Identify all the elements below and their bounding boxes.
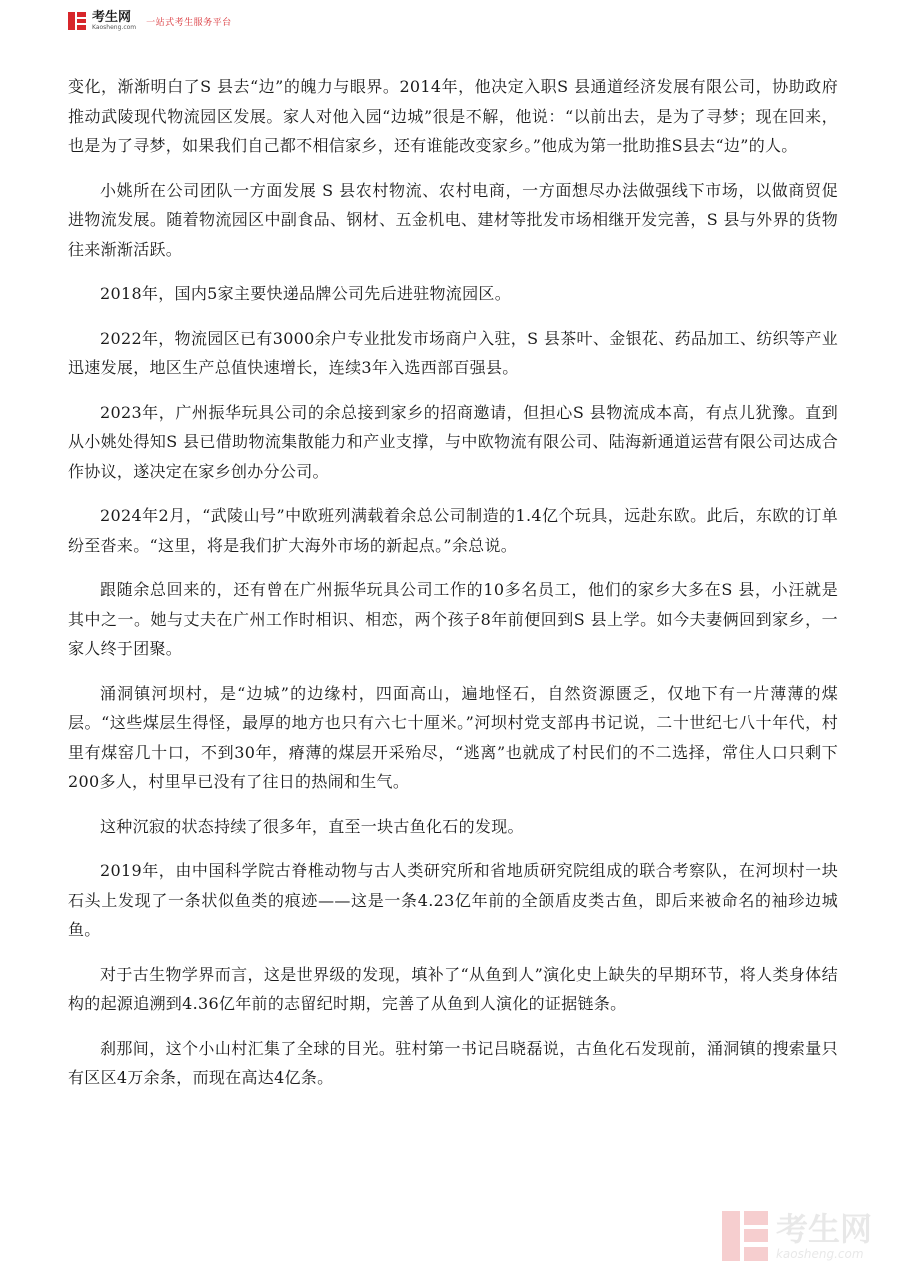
paragraph-9: 这种沉寂的状态持续了很多年，直至一块古鱼化石的发现。 <box>100 816 524 836</box>
paragraph-4: 2022年，物流园区已有3000余户专业批发市场商户入驻，S 县茶叶、金银花、药品加工、纺织等产业迅速发展，地区生产总值快速增长，连续3年入选西部百强县。 <box>68 328 838 377</box>
paragraph-6: 2024年2月，“武陵山号”中欧班列满载着余总公司制造的1.4亿个玩具，远赴东欧。此后，东欧的订单纷至沓来。“这里，将是我们扩大海外市场的新起点。”余总说。 <box>68 506 838 555</box>
watermark-logo-icon <box>722 1211 768 1261</box>
paragraph-10: 2019年，由中国科学院古脊椎动物与古人类研究所和省地质研究院组成的联合考察队，在河坝村一块石头上发现了一条状似鱼类的痕迹——这是一条4.23亿年前的全颌盾皮类古鱼，即后来被命名的袖珍边城鱼。 <box>68 861 838 939</box>
logo-domain: Kaosheng.com <box>92 24 137 31</box>
paragraph-3: 2018年，国内5家主要快递品牌公司先后进驻物流园区。 <box>100 284 511 303</box>
paragraph-8: 涌洞镇河坝村，是“边城”的边缘村，四面高山，遍地怪石，自然资源匮乏，仅地下有一片薄薄的煤层。“这些煤层生得怪，最厚的地方也只有六七十厘米。”河坝村党支部冉书记说，二十世纪七八十年代，村里有煤窑几十口，不到30年，瘠薄的煤层开采殆尽，“逃离”也就成了村民们的不二选择，常住人口只剩下200多人，村里早已没有了往日的热闹和生气。 <box>68 683 838 791</box>
logo-text <box>92 11 136 31</box>
logo-name: 考生网 <box>92 10 132 25</box>
header-slogan: 一站式考生服务平台 <box>146 17 232 28</box>
watermark-text <box>775 1209 872 1261</box>
paragraph-11: 对于古生物学界而言，这是世界级的发现，填补了“从鱼到人”演化史上缺失的早期环节，将人类身体结构的起源追溯到4.36亿年前的志留纪时期，完善了从鱼到人演化的证据链条。 <box>68 964 838 1013</box>
logo-icon <box>68 12 86 30</box>
paragraph-2: 小姚所在公司团队一方面发展 S 县农村物流、农村电商，一方面想尽办法做强线下市场，以做商贸促进物流发展。随着物流园区中副食品、钢材、五金机电、建材等批发市场相继开发完善，S 县与外界的货物往来渐渐活跃。 <box>68 180 838 259</box>
paragraph-12: 刹那间，这个小山村汇集了全球的目光。驻村第一书记吕晓磊说，古鱼化石发现前，涌洞镇的搜索量只有区区4万余条，而现在高达4亿条。 <box>68 1038 838 1087</box>
watermark-name: 考生网 <box>775 1209 872 1248</box>
watermark <box>722 1211 872 1261</box>
paragraph-1: 变化，渐渐明白了S 县去“边”的魄力与眼界。2014年，他决定入职S 县通道经济发展有限公司，协助政府推动武陵现代物流园区发展。家人对他入园“边城”很是不解，他说：“以前出去，是为了寻梦；现在回来，也是为了寻梦，如果我们自己都不相信家乡，还有谁能改变家乡。”他成为第一批助推S县去“边”的人。 <box>68 77 838 155</box>
watermark-domain: kaosheng.com <box>775 1246 864 1261</box>
page-header <box>68 8 232 34</box>
paragraph-7: 跟随余总回来的，还有曾在广州振华玩具公司工作的10多名员工，他们的家乡大多在S 县，小汪就是其中之一。她与丈夫在广州工作时相识、相恋，两个孩子8年前便回到S 县上学。如今夫妻俩回到家乡，一家人终于团聚。 <box>68 580 838 658</box>
document-body <box>68 72 838 1108</box>
paragraph-5: 2023年，广州振华玩具公司的余总接到家乡的招商邀请，但担心S 县物流成本高，有点儿犹豫。直到从小姚处得知S 县已借助物流集散能力和产业支撑，与中欧物流有限公司、陆海新通道运营有限公司达成合作协议，遂决定在家乡创办分公司。 <box>68 402 838 481</box>
